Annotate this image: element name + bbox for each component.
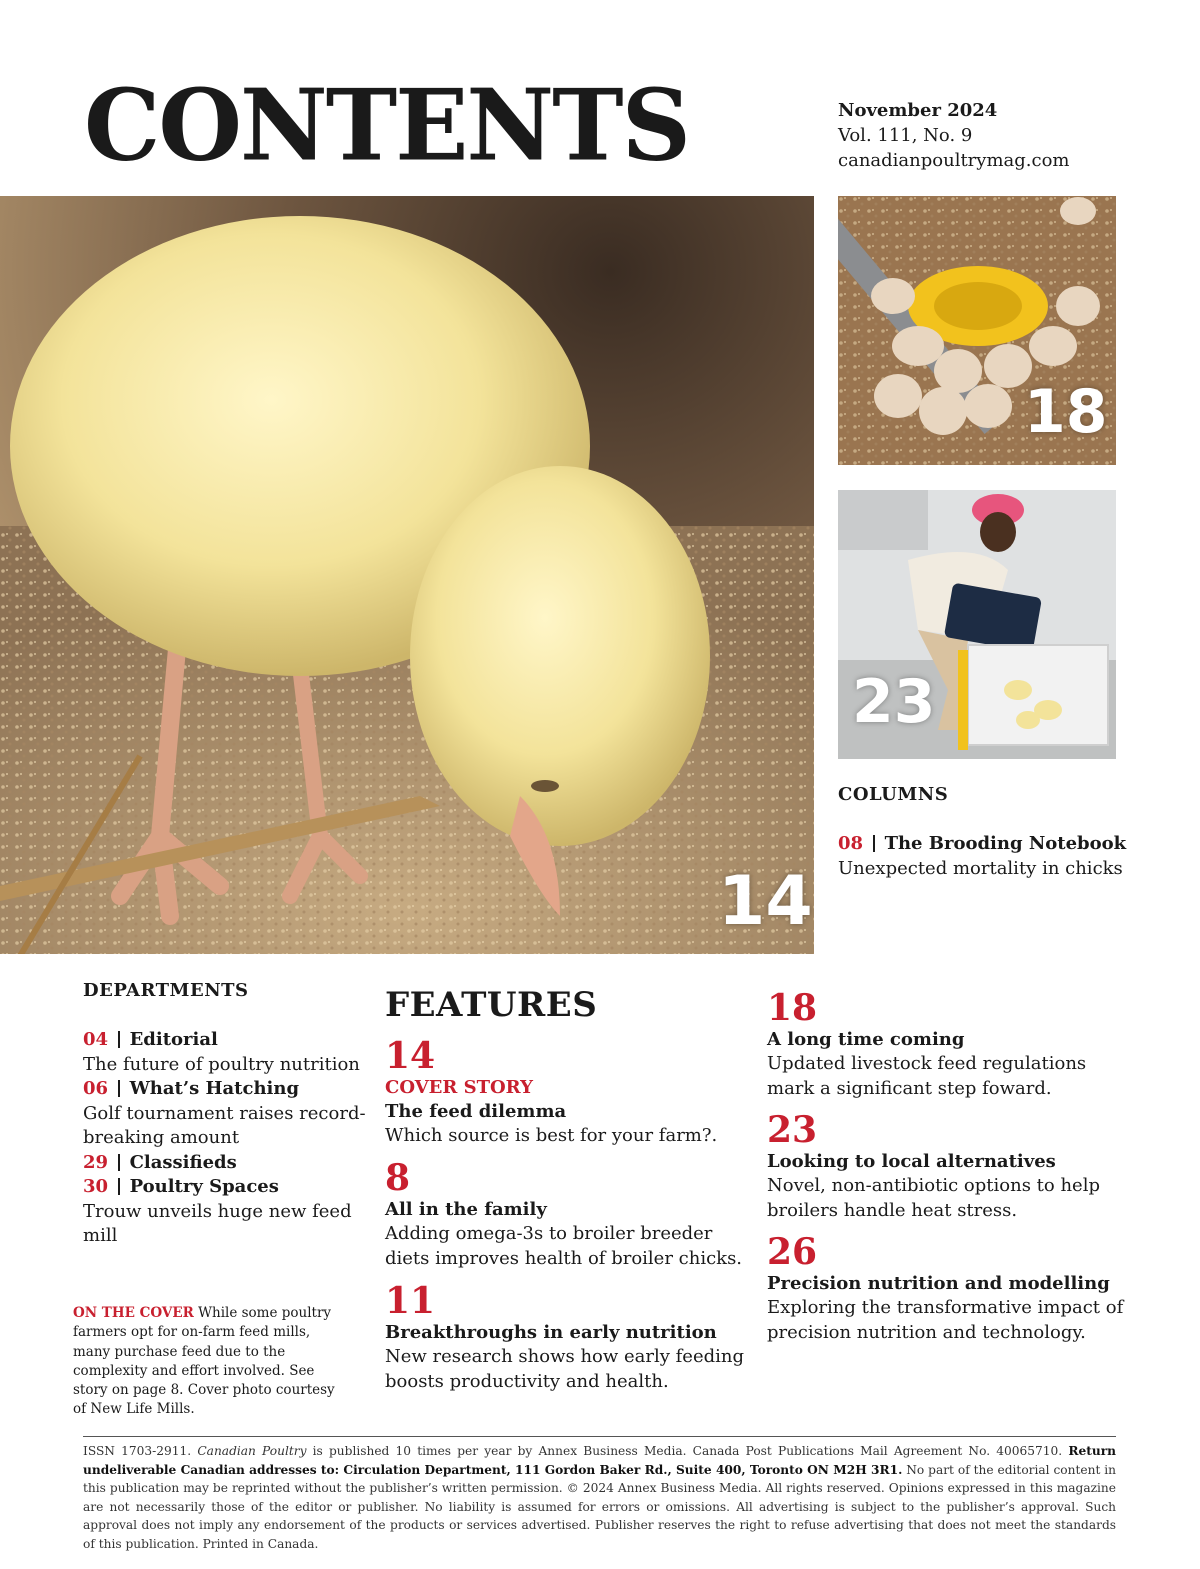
divider <box>873 835 875 852</box>
divider <box>118 1080 120 1097</box>
department-name: Classifieds <box>129 1151 237 1173</box>
feature-page-number: 26 <box>767 1231 818 1273</box>
department-description: Golf tournament raises record- <box>83 1102 366 1124</box>
issue-info <box>838 98 1070 173</box>
feature-page-number: 11 <box>385 1280 436 1322</box>
feature-title: All in the family <box>385 1199 547 1220</box>
department-description: breaking amount <box>83 1127 240 1148</box>
feature-description: broilers handle heat stress. <box>767 1199 1018 1221</box>
thumb2-page-number: 23 <box>852 667 936 737</box>
thumb-photo-feeder[interactable] <box>838 196 1116 465</box>
list-item[interactable] <box>83 1077 373 1102</box>
main-photo-page-number: 14 <box>718 862 813 941</box>
feature-page-number: 8 <box>385 1157 411 1199</box>
feature-item[interactable] <box>385 1036 765 1149</box>
magazine-name: Canadian Poultry <box>197 1444 307 1458</box>
feature-title: The feed dilemma <box>385 1101 567 1122</box>
divider <box>118 1154 120 1171</box>
departments-heading: DEPARTMENTS <box>83 980 249 1001</box>
list-item[interactable] <box>83 1175 373 1200</box>
department-page-number: 29 <box>83 1151 109 1173</box>
chick-illustration <box>0 196 814 954</box>
thumb-photo-researcher[interactable] <box>838 490 1116 759</box>
department-description: Trouw unveils huge new feed mill <box>83 1200 352 1246</box>
feature-item[interactable] <box>385 1158 765 1271</box>
publication-statement: is published 10 times per year by Annex Business Media. Canada Post Publications Mail Agreement No. 40065710. <box>312 1444 1063 1458</box>
page-title: CONTENTS <box>84 67 689 184</box>
legal-text: No part of the editorial content in this publication may be reprinted without the publisher’s written permission. © 2024 Annex Business Media. All rights reserved. Opinions expressed in this magazine are not necessarily those of the editor or publisher. No liability is assumed for errors or omissions. All advertising is subject to the publisher’s approval. Such approval does not imply any endorsement of the products or services advertised. Publisher reserves the right to refuse advertising that does not meet the standards of this publication. Printed in Canada. <box>83 1462 1117 1551</box>
cover-note <box>73 1304 345 1420</box>
feature-title: Precision nutrition and modelling <box>767 1273 1110 1294</box>
publication-notice <box>83 1442 1116 1554</box>
feature-page-number: 14 <box>385 1035 436 1077</box>
divider <box>118 1178 120 1195</box>
department-name: Editorial <box>129 1029 218 1050</box>
footer-divider <box>83 1436 1116 1437</box>
columns-heading: COLUMNS <box>838 784 949 805</box>
thumb1-page-number: 18 <box>1024 377 1108 447</box>
department-name: What’s Hatching <box>129 1078 300 1099</box>
cover-note-text: While some poultry farmers opt for on-farm feed mills, many purchase feed due to the complexity and effort involved. See story on page 8. Cover photo courtesy of New Life Mills. <box>73 1305 335 1418</box>
cover-photo-chick[interactable] <box>0 196 814 954</box>
feature-title: A long time coming <box>767 1029 965 1050</box>
list-item[interactable] <box>838 832 1126 857</box>
list-item[interactable] <box>83 1028 373 1053</box>
list-item[interactable] <box>83 1151 373 1176</box>
department-name: Poultry Spaces <box>129 1176 279 1197</box>
departments-list <box>83 1028 373 1249</box>
column-description: Unexpected mortality in chicks <box>838 857 1123 879</box>
feature-description: Exploring the transformative impact of <box>767 1297 1124 1318</box>
feature-item[interactable] <box>767 1110 1147 1223</box>
feature-item[interactable] <box>385 1281 765 1394</box>
column-name: The Brooding Notebook <box>884 833 1127 854</box>
divider <box>118 1031 120 1048</box>
department-page-number: 04 <box>83 1029 109 1050</box>
website-link[interactable]: canadianpoultrymag.com <box>838 150 1070 171</box>
department-description: The future of poultry nutrition <box>83 1053 360 1075</box>
feature-item[interactable] <box>767 988 1147 1101</box>
issue-date: November 2024 <box>838 100 998 121</box>
department-page-number: 30 <box>83 1176 109 1197</box>
issue-volume: Vol. 111, No. 9 <box>838 125 973 146</box>
column-page-number: 08 <box>838 833 864 854</box>
cover-note-label: ON THE COVER <box>73 1305 194 1321</box>
feature-title: Looking to local alternatives <box>767 1151 1056 1172</box>
feature-description: Updated livestock feed regulations <box>767 1053 1087 1074</box>
feature-kicker: COVER STORY <box>385 1077 533 1098</box>
department-page-number: 06 <box>83 1078 109 1099</box>
issn: ISSN 1703-2911. <box>83 1444 192 1458</box>
feature-description: precision nutrition and technology. <box>767 1321 1086 1343</box>
feature-page-number: 18 <box>767 987 818 1029</box>
feature-description: Adding omega-3s to broiler breeder <box>385 1223 713 1244</box>
feature-description: boosts productivity and health. <box>385 1370 669 1392</box>
feature-description: diets improves health of broiler chicks. <box>385 1247 743 1269</box>
feature-description: Novel, non-antibiotic options to help <box>767 1175 1100 1196</box>
feature-title: Breakthroughs in early nutrition <box>385 1322 717 1343</box>
feature-page-number: 23 <box>767 1109 818 1151</box>
features-heading: FEATURES <box>385 985 598 1025</box>
columns-list <box>838 832 1126 881</box>
feature-description: New research shows how early feeding <box>385 1346 744 1367</box>
feature-description: mark a significant step foward. <box>767 1077 1052 1099</box>
feature-description: Which source is best for your farm?. <box>385 1125 718 1146</box>
return-address: Return undeliverable Canadian addresses to: Circulation Department, 111 Gordon Baker Rd., Suite 400, Toronto ON M2H 3R1. <box>83 1444 1117 1477</box>
feature-item[interactable] <box>767 1232 1147 1345</box>
